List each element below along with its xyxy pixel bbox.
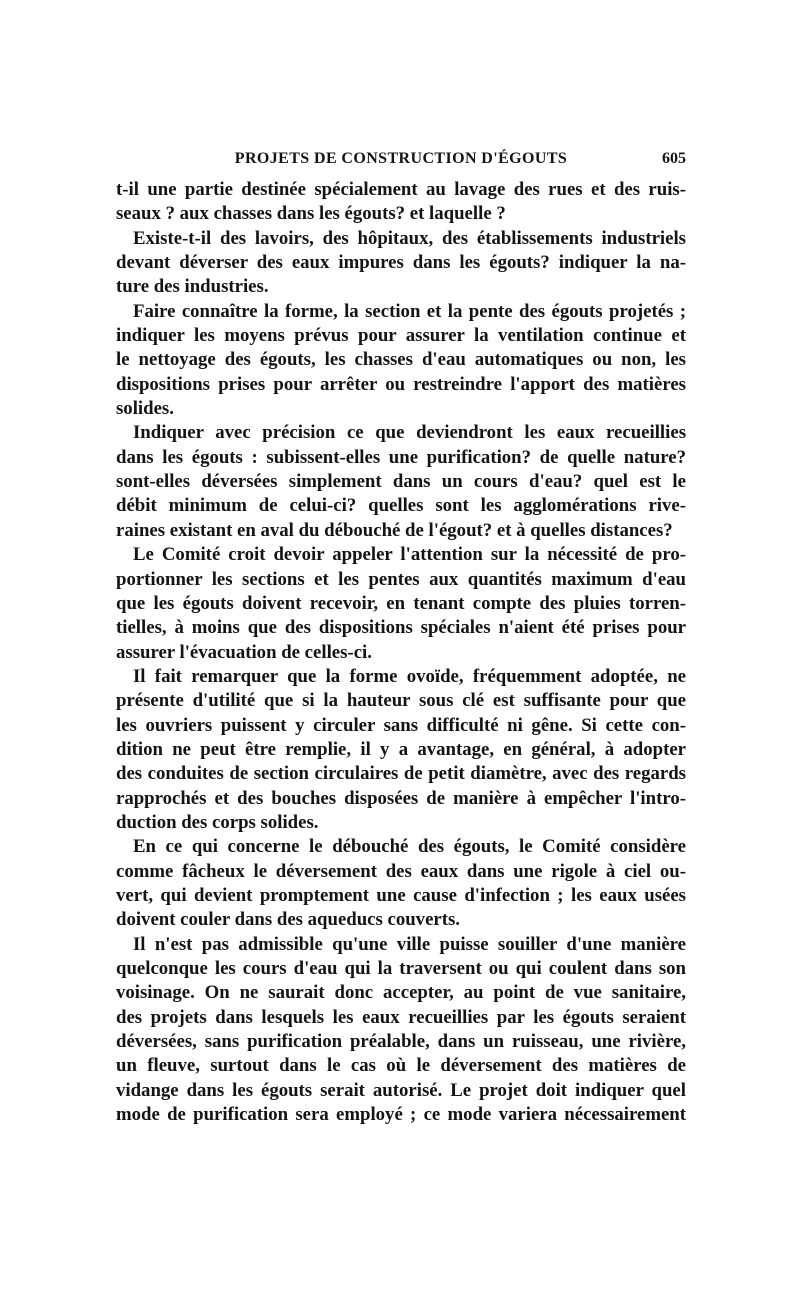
text-line: voisinage. On ne saurait donc accepter, au point de vue sanitaire,	[116, 982, 686, 1004]
text-line: un fleuve, surtout dans le cas où le déversement des matières de	[116, 1055, 686, 1077]
text-line: présente d'utilité que si la hauteur sous clé est suffisante pour que	[116, 690, 686, 712]
text-line: portionner les sections et les pentes aux quantités maximum d'eau	[116, 568, 686, 590]
text-line: des projets dans lesquels les eaux recueillies par les égouts seraient	[116, 1006, 686, 1028]
running-title: PROJETS DE CONSTRUCTION D'ÉGOUTS	[234, 150, 568, 167]
text-line: seaux ? aux chasses dans les égouts? et laquelle ?	[116, 203, 506, 225]
text-line: déversées, sans purification préalable, dans un ruisseau, une rivière,	[116, 1031, 686, 1053]
text-line: Faire connaître la forme, la section et la pente des égouts projetés ;	[133, 300, 686, 322]
text-line: le nettoyage des égouts, les chasses d'eau automatiques ou non, les	[116, 349, 686, 371]
paragraph	[116, 178, 686, 227]
paragraph	[116, 665, 686, 835]
text-line: dans les égouts : subissent-elles une purification? de quelle nature?	[116, 446, 686, 468]
paragraph	[116, 300, 686, 422]
text-line: des conduites de section circulaires de petit diamètre, avec des regards	[116, 763, 686, 785]
text-line: les ouvriers puissent y circuler sans difficulté ni gêne. Si cette con-	[116, 714, 686, 736]
text-line: t-il une partie destinée spécialement au lavage des rues et des ruis-	[116, 179, 686, 200]
text-line: tielles, à moins que des dispositions spéciales n'aient été prises pour	[116, 617, 686, 639]
text-line: assurer l'évacuation de celles-ci.	[116, 641, 372, 663]
text-line: raines existant en aval du débouché de l'égout? et à quelles distances?	[116, 519, 673, 541]
text-line: dispositions prises pour arrêter ou restreindre l'apport des matières	[116, 373, 686, 395]
text-line: vidange dans les égouts serait autorisé. Le projet doit indiquer quel	[116, 1079, 686, 1101]
text-line: débit minimum de celui-ci? quelles sont les agglomérations rive-	[116, 495, 686, 517]
text-line: que les égouts doivent recevoir, en tenant compte des pluies torren-	[116, 592, 686, 614]
text-line: quelconque les cours d'eau qui la traversent ou qui coulent dans son	[116, 958, 686, 979]
text-line: indiquer les moyens prévus pour assurer la ventilation continue et	[116, 325, 686, 347]
text-line: Il fait remarquer que la forme ovoïde, fréquemment adoptée, ne	[133, 665, 686, 687]
text-line: rapprochés et des bouches disposées de manière à empêcher l'intro-	[116, 787, 686, 809]
paragraph	[116, 543, 686, 665]
text-line: solides.	[116, 398, 174, 420]
text-line: dition ne peut être remplie, il y a avantage, en général, à adopter	[116, 738, 686, 760]
text-line: doivent couler dans des aqueducs couverts.	[116, 909, 461, 931]
text-line: Il n'est pas admissible qu'une ville puisse souiller d'une manière	[133, 933, 686, 955]
text-line: Indiquer avec précision ce que deviendront les eaux recueillies	[133, 422, 686, 444]
text-line: comme fâcheux le déversement des eaux dans une rigole à ciel ou-	[116, 860, 686, 882]
paragraph	[116, 227, 686, 300]
paragraph	[116, 421, 686, 543]
text-line: devant déverser des eaux impures dans les égouts? indiquer la na-	[116, 252, 686, 274]
running-head	[116, 150, 686, 176]
page-number: 605	[662, 150, 686, 167]
text-line: Le Comité croit devoir appeler l'attention sur la nécessité de pro-	[133, 544, 686, 566]
text-line: sont-elles déversées simplement dans un cours d'eau? quel est le	[116, 471, 686, 493]
paragraph	[116, 835, 686, 932]
body-text	[116, 178, 686, 1127]
text-line: mode de purification sera employé ; ce mode variera nécessairement	[116, 1104, 686, 1126]
text-line: En ce qui concerne le débouché des égouts, le Comité considère	[133, 836, 686, 858]
text-line: vert, qui devient promptement une cause d'infection ; les eaux usées	[116, 884, 686, 906]
text-line: Existe-t-il des lavoirs, des hôpitaux, des établissements industriels	[133, 227, 686, 249]
paragraph	[116, 933, 686, 1128]
text-line: ture des industries.	[116, 276, 269, 298]
text-line: duction des corps solides.	[116, 811, 319, 833]
